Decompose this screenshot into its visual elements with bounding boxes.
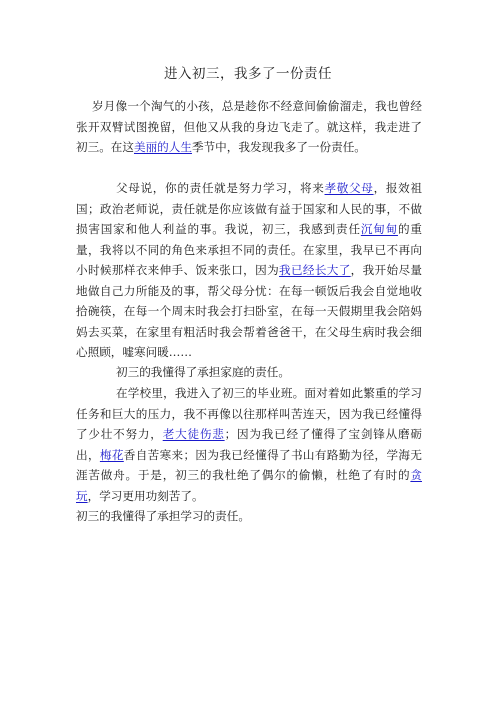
paragraph-text: ，学习更用功刻苦了。 <box>87 488 204 503</box>
paragraph-text: 的重量，我将以不同的角色来承担不同的责任。在家里，我早已不再向小时候那样衣来伸手、饭来张口，因为 <box>76 222 422 277</box>
inline-link[interactable]: 美丽的人生 <box>133 140 192 154</box>
inline-link[interactable]: 贪玩 <box>76 468 422 503</box>
paragraph-4 <box>76 383 422 506</box>
inline-link[interactable]: 老大徒伤悲 <box>162 427 225 441</box>
paragraph-text: 在学校里，我进入了初三的毕业班。面对着如此繁重的学习任务和巨大的压力，我不再像以往那样叫苦连天，因为我已经懂得了少壮不努力， <box>76 386 422 441</box>
inline-link[interactable]: 孝敬父母 <box>324 181 374 195</box>
paragraph-text: ，我开始尽量地做自己力所能及的事，帮父母分忧：在每一顿饭后我会自觉地收拾碗筷，在每一个周末时我会打扫卧室，在每一天假期里我会陪妈妈去买菜，在家里有粗活时我会帮着爸爸干，在父母生病时我会细心照顾，嘘寒问暖…… <box>76 263 422 359</box>
inline-link[interactable]: 我已经长大了 <box>279 263 351 277</box>
paragraph-5: 初三的我懂得了承担学习的责任。 <box>76 509 250 523</box>
paragraph-text: 季节中，我发现我多了一份责任。 <box>191 140 366 154</box>
document-title: 进入初三，我多了一份责任 <box>164 66 332 82</box>
paragraph-text: 岁月像一个淘气的小孩，总是趁你不经意间偷偷溜走，我也曾经张开双臂试图挽留，但他又从我的身边飞走了。就这样，我走进了初三。在这 <box>76 99 422 154</box>
inline-link[interactable]: 沉甸甸 <box>360 222 398 236</box>
paragraph-text: ，报效祖国；政治老师说，责任就是你应该做有益于国家和人民的事，不做损害国家和他人利益的事。我说，初三，我感到责任 <box>76 181 422 236</box>
paragraph-text: ；因为我已经了懂得了宝剑锋从磨砺出， <box>76 427 422 462</box>
paragraph-text: 父母说，你的责任就是努力学习，将来 <box>116 181 325 195</box>
paragraph-2 <box>76 178 422 363</box>
inline-link[interactable]: 梅花 <box>99 447 124 462</box>
paragraph-3: 初三的我懂得了承担家庭的责任。 <box>116 365 290 379</box>
paragraph-1 <box>76 96 422 158</box>
paragraph-text: 香自苦寒来；因为我已经懂得了书山有路勤为径，学海无涯苦做舟。于是，初三的我杜绝了偶尔的偷懒，杜绝了有时的 <box>76 447 422 482</box>
